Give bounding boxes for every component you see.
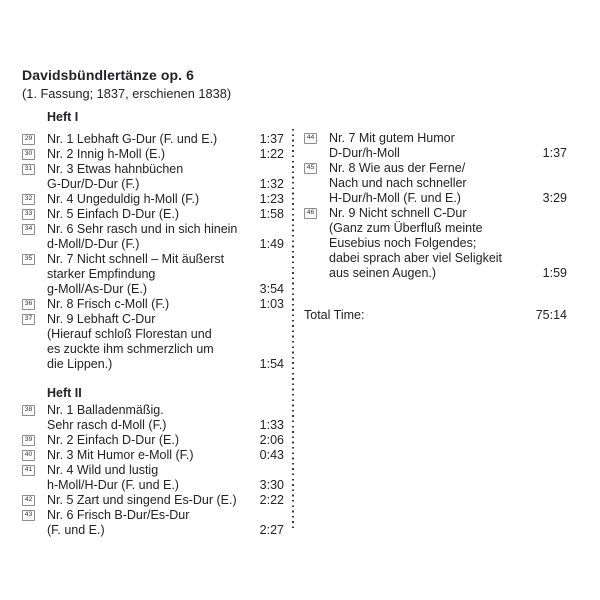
track-duration: 1:03 bbox=[259, 297, 284, 311]
track-duration: 1:37 bbox=[542, 146, 567, 160]
track-title bbox=[329, 161, 539, 206]
track-duration: 2:22 bbox=[259, 493, 284, 507]
track-title bbox=[47, 508, 256, 538]
track-number-badge: 30 bbox=[22, 149, 35, 160]
track-title bbox=[47, 192, 256, 207]
track-duration: 1:49 bbox=[259, 237, 284, 251]
track-number-badge: 32 bbox=[22, 194, 35, 205]
track-row bbox=[22, 147, 284, 162]
track-number-badge: 46 bbox=[304, 208, 317, 219]
track-number-badge: 45 bbox=[304, 163, 317, 174]
track-duration: 3:29 bbox=[542, 191, 567, 205]
track-duration: 3:30 bbox=[259, 478, 284, 492]
track-title-line: h-Moll/H-Dur (F. und E.) bbox=[47, 478, 179, 492]
total-time-value: 75:14 bbox=[535, 308, 567, 322]
track-row bbox=[304, 206, 567, 281]
track-row bbox=[304, 161, 567, 206]
track-number-badge: 44 bbox=[304, 133, 317, 144]
track-title-line: Nr. 3 Etwas hahnbüchen bbox=[47, 162, 184, 176]
track-duration: 3:54 bbox=[259, 282, 284, 296]
track-row bbox=[22, 508, 284, 538]
track-title-line: Nr. 9 Nicht schnell C-Dur bbox=[329, 206, 467, 220]
track-title-line: Nr. 9 Lebhaft C-Dur bbox=[47, 312, 156, 326]
track-duration: 1:54 bbox=[259, 357, 284, 371]
track-title bbox=[47, 463, 256, 493]
track-title bbox=[47, 493, 256, 508]
track-duration: 2:27 bbox=[259, 523, 284, 537]
track-title-line: (Ganz zum Überfluß meinte bbox=[329, 221, 483, 235]
track-number-badge: 34 bbox=[22, 224, 35, 235]
track-title bbox=[47, 448, 256, 463]
track-title-line: aus seinen Augen.) bbox=[329, 266, 437, 280]
track-title bbox=[47, 403, 256, 433]
track-row bbox=[22, 448, 284, 463]
section-heading: Heft I bbox=[47, 110, 79, 124]
track-row bbox=[22, 312, 284, 372]
track-row bbox=[22, 132, 284, 147]
track-title bbox=[329, 131, 539, 161]
track-number-badge: 43 bbox=[22, 510, 35, 521]
track-title-line: H-Dur/h-Moll (F. und E.) bbox=[329, 191, 461, 205]
track-number-badge: 39 bbox=[22, 435, 35, 446]
track-title bbox=[47, 162, 256, 192]
track-title-line: Nr. 1 Balladenmäßig. bbox=[47, 403, 164, 417]
right-column bbox=[304, 131, 567, 323]
track-title-line: Nr. 4 Wild und lustig bbox=[47, 463, 159, 477]
track-title bbox=[47, 132, 256, 147]
track-title-line: Nr. 3 Mit Humor e-Moll (F.) bbox=[47, 448, 194, 462]
page-title: Davidsbündlertänze op. 6 bbox=[22, 67, 194, 83]
track-duration: 1:33 bbox=[259, 418, 284, 432]
track-title-line: Nr. 7 Nicht schnell – Mit äußerst bbox=[47, 252, 225, 266]
track-duration: 1:23 bbox=[259, 192, 284, 206]
track-title-line: Nr. 5 Zart und singend Es-Dur (E.) bbox=[47, 493, 237, 507]
track-title-line: D-Dur/h-Moll bbox=[329, 146, 400, 160]
track-duration: 0:43 bbox=[259, 448, 284, 462]
track-title-line: starker Empfindung bbox=[47, 267, 156, 281]
track-title-line: dabei sprach aber viel Seligkeit bbox=[329, 251, 503, 265]
track-number-badge: 41 bbox=[22, 465, 35, 476]
track-title bbox=[47, 252, 256, 297]
track-title-line: Nr. 8 Frisch c-Moll (F.) bbox=[47, 297, 170, 311]
track-title-line: g-Moll/As-Dur (E.) bbox=[47, 282, 148, 296]
track-title-line: Nach und nach schneller bbox=[329, 176, 467, 190]
track-row bbox=[22, 463, 284, 493]
track-title-line: Nr. 6 Sehr rasch und in sich hinein bbox=[47, 222, 238, 236]
track-title bbox=[47, 207, 256, 222]
track-title-line: Eusebius noch Folgendes; bbox=[329, 236, 477, 250]
track-duration: 1:58 bbox=[259, 207, 284, 221]
track-number-badge: 37 bbox=[22, 314, 35, 325]
track-title bbox=[47, 433, 256, 448]
track-row bbox=[22, 493, 284, 508]
track-row bbox=[22, 297, 284, 312]
track-duration: 2:06 bbox=[259, 433, 284, 447]
track-row bbox=[22, 403, 284, 433]
track-number-badge: 36 bbox=[22, 299, 35, 310]
section-heading: Heft II bbox=[47, 386, 82, 400]
track-title-line: Nr. 1 Lebhaft G-Dur (F. und E.) bbox=[47, 132, 218, 146]
total-time-row bbox=[304, 308, 567, 323]
header bbox=[22, 66, 231, 103]
track-title-line: Nr. 7 Mit gutem Humor bbox=[329, 131, 455, 145]
track-title-line: Nr. 4 Ungeduldig h-Moll (F.) bbox=[47, 192, 200, 206]
track-title-line: es zuckte ihm schmerzlich um bbox=[47, 342, 214, 356]
total-time-label: Total Time: bbox=[304, 308, 365, 322]
track-title-line: Nr. 8 Wie aus der Ferne/ bbox=[329, 161, 466, 175]
track-title bbox=[47, 312, 256, 372]
track-title-line: (Hierauf schloß Florestan und bbox=[47, 327, 212, 341]
track-duration: 1:32 bbox=[259, 177, 284, 191]
track-duration: 1:59 bbox=[542, 266, 567, 280]
track-number-badge: 29 bbox=[22, 134, 35, 145]
track-title bbox=[329, 206, 539, 281]
track-row bbox=[22, 192, 284, 207]
page-subtitle: (1. Fassung; 1837, erschienen 1838) bbox=[22, 86, 232, 101]
track-number-badge: 42 bbox=[22, 495, 35, 506]
track-row bbox=[304, 131, 567, 161]
track-title-line: Nr. 5 Einfach D-Dur (E.) bbox=[47, 207, 179, 221]
track-row bbox=[22, 222, 284, 252]
track-number-badge: 33 bbox=[22, 209, 35, 220]
track-number-badge: 38 bbox=[22, 405, 35, 416]
track-title-line: Sehr rasch d-Moll (F.) bbox=[47, 418, 167, 432]
column-divider-dotted-rule bbox=[292, 129, 294, 529]
track-row bbox=[22, 433, 284, 448]
track-title bbox=[47, 147, 256, 162]
track-number-badge: 40 bbox=[22, 450, 35, 461]
track-row bbox=[22, 207, 284, 222]
track-row bbox=[22, 162, 284, 192]
track-duration: 1:37 bbox=[259, 132, 284, 146]
track-title-line: die Lippen.) bbox=[47, 357, 113, 371]
track-title bbox=[47, 297, 256, 312]
track-row bbox=[22, 252, 284, 297]
track-title-line: Nr. 6 Frisch B-Dur/Es-Dur bbox=[47, 508, 190, 522]
track-duration: 1:22 bbox=[259, 147, 284, 161]
track-title-line: Nr. 2 Innig h-Moll (E.) bbox=[47, 147, 166, 161]
track-number-badge: 35 bbox=[22, 254, 35, 265]
track-title bbox=[47, 222, 256, 252]
track-title-line: G-Dur/D-Dur (F.) bbox=[47, 177, 140, 191]
left-column bbox=[22, 110, 284, 538]
track-number-badge: 31 bbox=[22, 164, 35, 175]
track-title-line: d-Moll/D-Dur (F.) bbox=[47, 237, 140, 251]
track-title-line: (F. und E.) bbox=[47, 523, 105, 537]
track-title-line: Nr. 2 Einfach D-Dur (E.) bbox=[47, 433, 179, 447]
